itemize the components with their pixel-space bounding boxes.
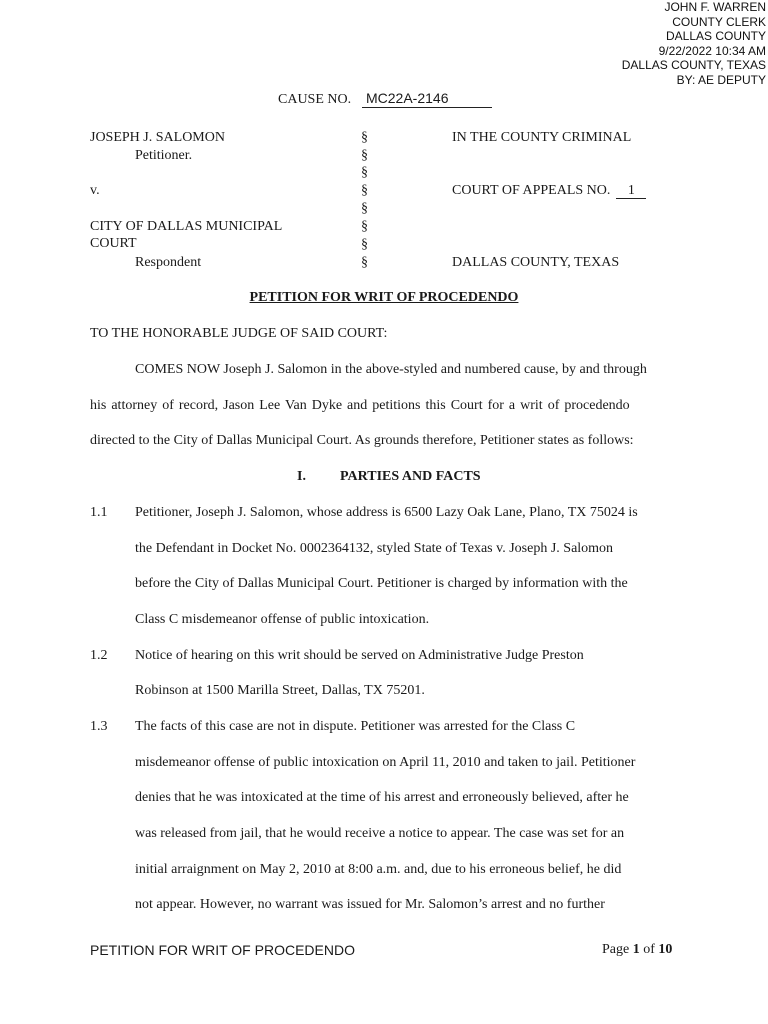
- section-symbol: §: [361, 237, 368, 252]
- section-symbol: §: [361, 219, 368, 234]
- paragraph-line: was released from jail, that he would receive a notice to appear. The case was set for an: [135, 826, 625, 841]
- document-title: PETITION FOR WRIT OF PROCEDENDO: [249, 290, 519, 305]
- paragraph-line: Class C misdemeanor offense of public intoxication.: [135, 612, 430, 627]
- intro-line: COMES NOW Joseph J. Salomon in the above-styled and numbered cause, by and through: [135, 362, 647, 377]
- section-number: I.: [297, 469, 306, 484]
- paragraph-line: Petitioner, Joseph J. Salomon, whose address is 6500 Lazy Oak Lane, Plano, TX 75024 is: [135, 505, 638, 520]
- section-symbol: §: [361, 165, 368, 180]
- intro-line: his attorney of record, Jason Lee Van Dyke and petitions this Court for a writ of procedendo: [90, 398, 630, 413]
- current-page: 1: [632, 942, 640, 957]
- versus: v.: [90, 183, 100, 198]
- stamp-line: JOHN F. WARREN: [664, 0, 766, 14]
- paragraph-line: before the City of Dallas Municipal Court. Petitioner is charged by information with the: [135, 576, 628, 591]
- paragraph-line: denies that he was intoxicated at the time of his arrest and erroneously believed, after he: [135, 790, 629, 805]
- cause-number: MC22A-2146: [362, 89, 492, 108]
- petitioner-name: JOSEPH J. SALOMON: [90, 130, 225, 145]
- stamp-line: 9/22/2022 10:34 AM: [658, 43, 766, 58]
- page-word: Page: [602, 942, 630, 957]
- respondent-role: Respondent: [135, 255, 202, 270]
- section-symbol: §: [361, 255, 368, 270]
- paragraph-number: 1.2: [90, 648, 108, 663]
- page-number: [602, 942, 672, 958]
- paragraph-number: 1.1: [90, 505, 108, 520]
- cause-label: CAUSE NO.: [278, 92, 352, 107]
- stamp-line: DALLAS COUNTY: [665, 29, 766, 43]
- respondent-name-line1: CITY OF DALLAS MUNICIPAL: [90, 219, 283, 234]
- stamp-line: DALLAS COUNTY, TEXAS: [621, 58, 766, 72]
- intro-line: directed to the City of Dallas Municipal Court. As grounds therefore, Petitioner states as follows:: [90, 433, 634, 448]
- paragraph-line: misdemeanor offense of public intoxication on April 11, 2010 and taken to jail. Petitioner: [135, 755, 636, 770]
- paragraph-number: 1.3: [90, 719, 108, 734]
- paragraph-line: initial arraignment on May 2, 2010 at 8:00 a.m. and, due to his erroneous belief, he did: [135, 862, 622, 877]
- court-line2: [452, 183, 646, 199]
- paragraph-line: The facts of this case are not in dispute. Petitioner was arrested for the Class C: [135, 719, 576, 734]
- paragraph-line: Robinson at 1500 Marilla Street, Dallas, TX 75201.: [135, 683, 425, 698]
- court-line3: DALLAS COUNTY, TEXAS: [452, 255, 620, 270]
- stamp-line: BY: AE DEPUTY: [676, 72, 766, 87]
- section-symbol: §: [361, 148, 368, 163]
- paragraph-line: the Defendant in Docket No. 0002364132, styled State of Texas v. Joseph J. Salomon: [135, 541, 614, 556]
- salutation: TO THE HONORABLE JUDGE OF SAID COURT:: [90, 326, 388, 341]
- court-number: 1: [616, 183, 646, 199]
- respondent-name-line2: COURT: [90, 236, 137, 251]
- court-line2-prefix: COURT OF APPEALS NO.: [452, 183, 611, 198]
- section-symbol: §: [361, 183, 368, 198]
- court-line1: IN THE COUNTY CRIMINAL: [452, 130, 632, 145]
- clerk-file-stamp: [466, 0, 766, 87]
- paragraph-line: not appear. However, no warrant was issued for Mr. Salomon’s arrest and no further: [135, 897, 605, 912]
- paragraph-line: Notice of hearing on this writ should be served on Administrative Judge Preston: [135, 648, 584, 663]
- section-symbol: §: [361, 130, 368, 145]
- footer-title: PETITION FOR WRIT OF PROCEDENDO: [90, 942, 355, 958]
- petitioner-role: Petitioner.: [135, 148, 193, 163]
- total-pages: 10: [658, 942, 673, 957]
- of-word: of: [643, 942, 655, 957]
- section-symbol: §: [361, 201, 368, 216]
- stamp-line: COUNTY CLERK: [672, 14, 766, 29]
- section-title: PARTIES AND FACTS: [340, 469, 481, 484]
